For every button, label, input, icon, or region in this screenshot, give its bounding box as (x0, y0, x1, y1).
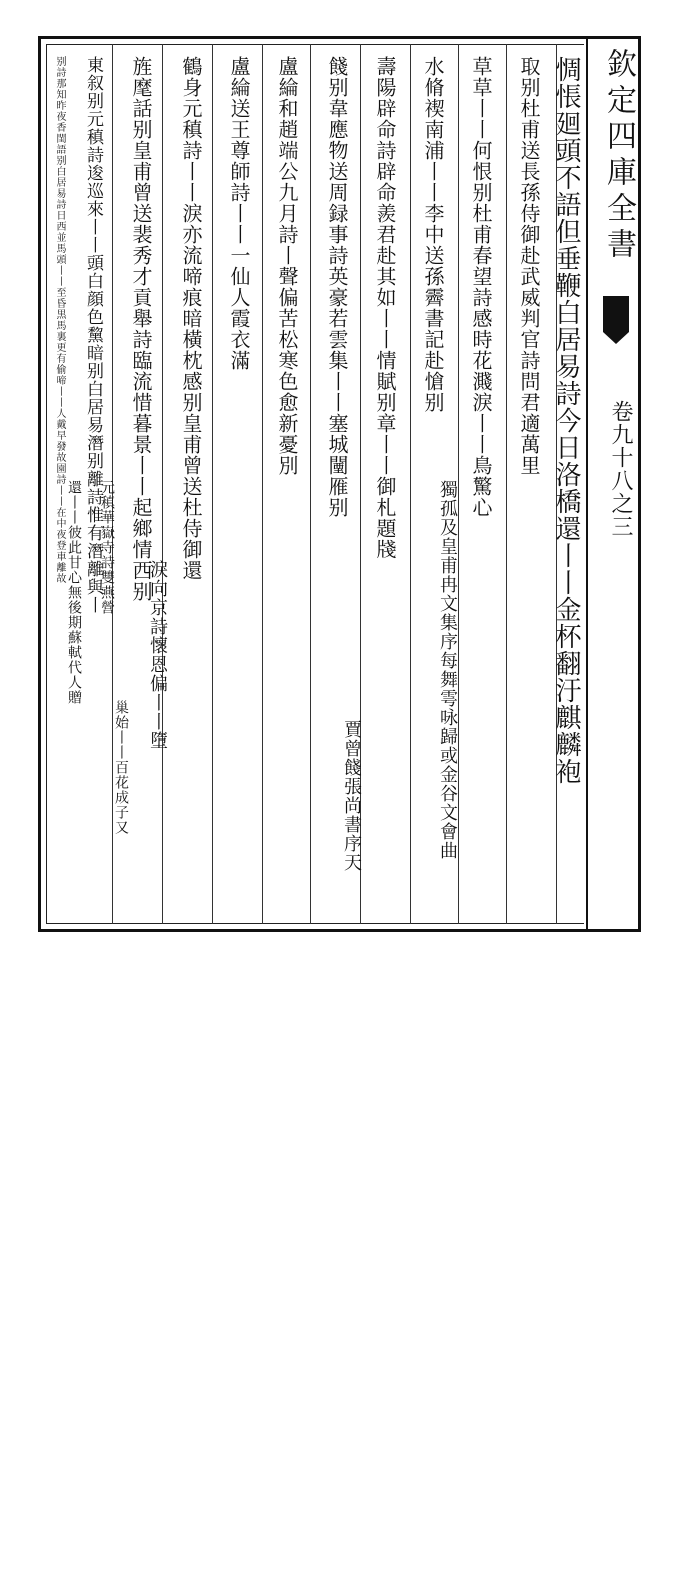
column-rule (262, 44, 263, 924)
text-column-9: 盧綸和趙端公九月詩丨聲偏苦松寒色愈新憂別 (275, 56, 299, 476)
text-column-4: 獨孤及皇甫冉文集序每舞雩咏歸或金谷文會曲 (437, 480, 458, 860)
text-column-12: 淚向京詩懷恩偏丨丨墮 (147, 560, 168, 750)
text-column-1: 惆悵廻頭不語但垂鞭白居易詩今日洛橋還丨丨金杯翻汙麒麟袍 (551, 56, 581, 785)
text-column-8: 餞别韋應物送周録事詩英豪若雲集丨丨塞城闉雁别 (325, 56, 349, 518)
text-column-11: 鶴身元稹詩丨丨淚亦流啼痕暗橫枕感别皇甫曾送杜侍御還 (179, 56, 203, 581)
column-rule (212, 44, 213, 924)
book-title: 欽定四庫全書 (601, 48, 636, 264)
column-rule (506, 44, 507, 924)
fishtail-mark-icon (603, 296, 629, 332)
column-rule (410, 44, 411, 924)
text-column-10: 盧綸送王尊師詩丨丨一仙人霞衣滿 (227, 56, 251, 371)
column-rule (310, 44, 311, 924)
text-column-19: 别詩那知昨夜香閨語别白居易詩日西並馬頭丨丨至昏黒馬裏更有偷啼丨丨人戴早發故園詩丨丨在中夜登車離故 (54, 56, 65, 584)
volume-label: 卷九十八之三 (608, 400, 633, 538)
text-column-14: 巢始丨丨百花成子又 (113, 700, 129, 835)
text-column-13: 旌麾話别皇甫曾送裴秀才貢舉詩臨流惜暮景丨丨起鄉情西别 (129, 56, 153, 602)
text-column-2: 取别杜甫送長孫侍御赴武威判官詩問君適萬里 (517, 56, 541, 476)
text-column-3: 草草丨丨何恨别杜甫春望詩感時花濺淚丨丨鳥驚心 (469, 56, 493, 518)
text-column-7: 賈曾餞張尚書序天 (341, 720, 362, 872)
text-column-6: 壽陽辟命詩辟命羨君赴其如丨丨情賦别章丨丨御札題牋 (373, 56, 397, 560)
text-column-5: 水脩禊南浦丨丨李中送孫霽書記赴愴别 (421, 56, 445, 413)
text-column-15: 元稹華嶽寺詩雙燕營 (99, 480, 115, 615)
text-column-17: 還丨丨彼此甘心無後期蘇軾代人贈 (66, 480, 82, 705)
text-column-16: 東叙别元稹詩逡巡來丨丨頭白顔色黧暗别白居易潛别離詩惟有潛離與丨 (83, 56, 103, 614)
